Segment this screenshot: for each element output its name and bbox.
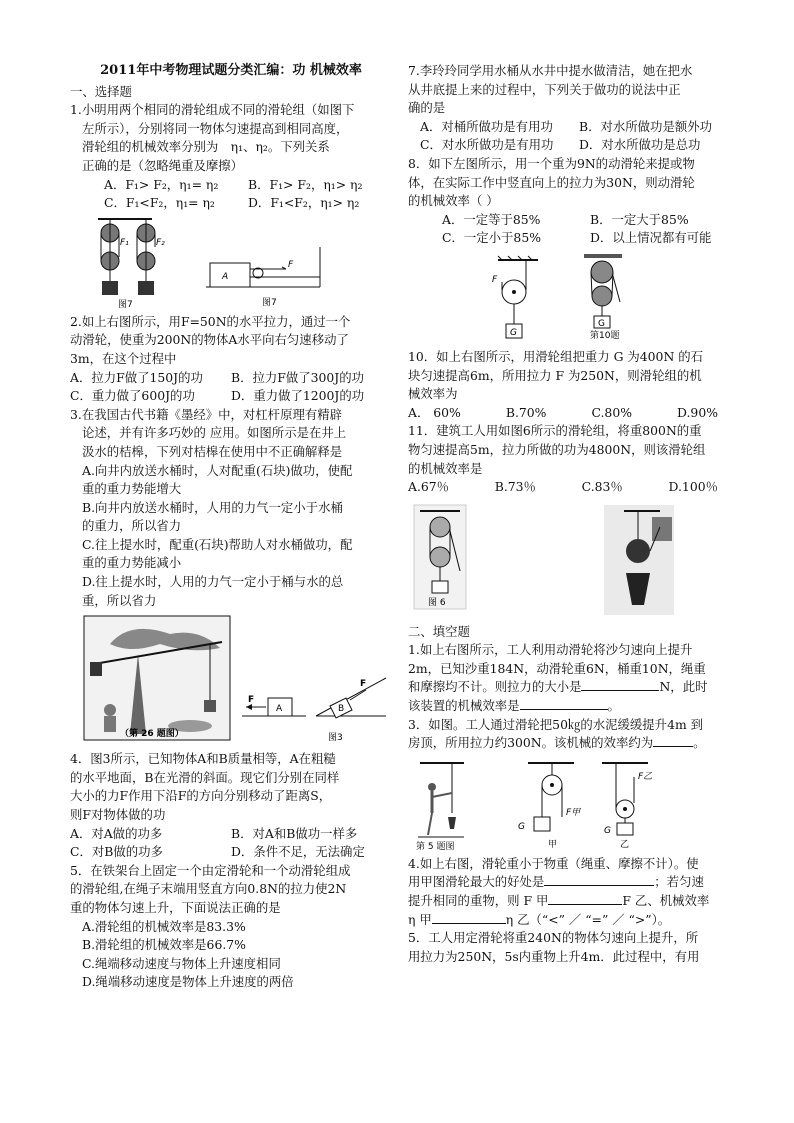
q5-line: 5．在铁架台上固定一个由定滑轮和一个动滑轮组成 (70, 862, 351, 878)
q8-options-row (408, 211, 738, 230)
q3-option-d: D.往上提水时，人用的力气一定小于桶与水的总 (82, 574, 344, 590)
q2-line: 3m，在这个过程中 (70, 350, 177, 366)
q2-line: 2.如上右图所示，用F=50N的水平拉力，通过一个 (70, 313, 351, 329)
q1-option-d: D．F₁<F₂，η₁> η₂ (248, 195, 360, 211)
f3-label-yi: 乙 (620, 839, 630, 850)
f5-line: 5．工人用定滑轮将重240N的物体匀速向上提升，所 (408, 930, 699, 946)
q1-options-row (70, 176, 392, 195)
label-f1: F₁ (120, 237, 129, 248)
q11-option-a: A.67％ (408, 479, 450, 495)
pulley-figure-fill3 (408, 757, 738, 851)
f4-blank-force-compare[interactable] (548, 892, 622, 905)
q11-figures (408, 501, 738, 619)
f1-blank-force[interactable] (581, 678, 659, 691)
fig3-caption: 图3 (328, 733, 343, 744)
q4-option-d: D．条件不足，无法确定 (231, 844, 365, 860)
q1-option-c: C．F₁<F₂，η₁= η₂ (104, 195, 215, 211)
q7-option-c: C．对水所做功是有用功 (420, 137, 554, 153)
q3-option-d-cont: 重，所以省力 (82, 592, 157, 608)
q4-option-c: C．对B做的功多 (70, 844, 163, 860)
f3-label-jia: 甲 (548, 839, 558, 850)
f3-blank-efficiency[interactable] (653, 734, 693, 747)
q8-label-g: G (510, 327, 517, 338)
q3-figures (70, 614, 392, 746)
section-choice: 一、选择题 (70, 83, 132, 99)
q3-option-a: A.向井内放送水桶时，人对配重(石块)做功，使配 (82, 462, 353, 478)
q7-option-a: A．对桶所做功是有用功 (420, 118, 553, 134)
f1-line (408, 678, 738, 697)
q8-option-a: A．一定等于85% (442, 211, 541, 227)
f4-line: 4.如上右图，滑轮重小于物重（绳重、摩擦不计）。使 (408, 855, 699, 871)
label-f: F (288, 259, 294, 270)
q10-option-d: D.90% (677, 404, 718, 420)
f3-line: 3．如图。工人通过滑轮把50㎏的水泥缓缓提升4m 到 (408, 716, 704, 732)
q8-figures (408, 252, 738, 344)
q2-option-a: A．拉力F做了150J的功 (70, 369, 203, 385)
q8-label-f: F (492, 274, 498, 285)
fill-question-1 (408, 641, 738, 715)
fill-question-3 (408, 716, 738, 851)
f4-l4-pre: η 甲 (408, 911, 432, 927)
f4-l3-pre: 提升相同的重物，则 F 甲 (408, 893, 549, 909)
f4-blank-efficiency-compare[interactable] (432, 911, 506, 924)
q3-line: 论述，并有许多巧妙的 应用。如图所示是在井上 (82, 425, 347, 441)
f4-line (408, 911, 738, 930)
pulley-figure-q8-q10 (408, 252, 738, 344)
q7-line: 确的是 (408, 100, 446, 116)
f4-blank-advantage[interactable] (544, 873, 654, 886)
f1-line (408, 697, 738, 716)
q8-option-c: C．一定小于85% (442, 230, 541, 246)
label-f2: F₂ (156, 237, 165, 248)
f1-blank-efficiency[interactable] (520, 697, 608, 710)
q2-option-c: C．重力做了600J的功 (70, 388, 195, 404)
f3-post: 。 (693, 735, 706, 751)
f4-l2-post: ；若匀速 (654, 874, 704, 890)
left-column (70, 62, 392, 992)
f4-l4-post: η 乙（“<” ／ “=” ／ “>”）。 (505, 911, 671, 927)
q11-line: 的机械效率是 (408, 460, 483, 476)
f1-line: 1.如上右图所示，工人利用动滑轮将沙匀速向上提升 (408, 642, 693, 658)
q4-line: 大小的力F作用下沿F的方向分别移动了距离S， (70, 788, 332, 804)
pulley-figure-q11 (408, 501, 738, 619)
f5-line: 用拉力为250N，5s内重物上升4m．此过程中，有用 (408, 948, 700, 964)
question-5 (70, 862, 392, 992)
q2-option-d: D．重力做了1200J的功 (231, 388, 365, 404)
q11-option-d: D.100％ (668, 479, 718, 495)
fig3-label-b: B (338, 704, 345, 715)
q7-options-row (408, 136, 738, 155)
f4-line (408, 892, 738, 911)
f3-figure-caption: 第 5 题图 (416, 841, 455, 851)
q1-option-a: A．F₁> F₂，η₁= η₂ (104, 176, 219, 192)
question-4 (70, 750, 392, 862)
q1-line: 1.小明用两个相同的滑轮组成不同的滑轮组（如图下 (70, 102, 355, 118)
f3-label-f-yi: F乙 (638, 771, 653, 782)
q1-line: 滑轮组的机械效率分别为 η₁、η₂。下列关系 (82, 139, 330, 155)
q8-line: 的机械效率（ ） (408, 193, 499, 209)
fig3-label-f2: F (360, 679, 367, 690)
q3-option-a-cont: 重的重力势能增大 (82, 481, 182, 497)
q3-option-b-cont: 的重力，所以省力 (82, 518, 182, 534)
q7-options-row (408, 118, 738, 137)
q10-option-b: B.70% (505, 404, 547, 420)
q8-option-b: B．一定大于85% (590, 211, 689, 227)
figure-caption-7a: 图7 (118, 299, 133, 309)
q3-option-c: C.往上提水时，配重(石块)帮助人对水桶做功，配 (82, 536, 353, 552)
fill-question-5 (408, 929, 738, 966)
question-11 (408, 422, 738, 618)
f4-l3-post: F 乙、机械效率 (622, 893, 710, 909)
q4-option-a: A．对A做的功多 (70, 825, 163, 841)
q2-line: 动滑轮，使重为200N的物体A水平向右匀速移动了 (70, 332, 349, 348)
q4-options-row (70, 825, 392, 844)
f3-line (408, 734, 738, 753)
q10-label-g: G (598, 318, 605, 329)
q1-line: 正确的是（忽略绳重及摩擦） (82, 157, 244, 173)
q7-option-d: D．对水所做功是总功 (579, 137, 701, 153)
question-10 (408, 348, 738, 422)
q10-option-a: A． 60% (408, 404, 461, 420)
q4-option-b: B．对A和B做功一样多 (231, 825, 358, 841)
q10-line: 块匀速提高6m，所用拉力 F 为250N，则滑轮组的机 (408, 367, 702, 383)
q10-line: 械效率为 (408, 386, 458, 402)
q1-options-row (70, 194, 392, 213)
question-3 (70, 406, 392, 747)
q3-option-b: B.向井内放送水桶时，人用的力气一定小于水桶 (82, 499, 343, 515)
q10-option-c: C.80% (591, 404, 632, 420)
q7-option-b: B．对水所做功是额外功 (579, 118, 713, 134)
q5-option-d: D.绳端移动速度是物体上升速度的两倍 (82, 974, 294, 990)
q8-line: 体，在实际工作中竖直向上的拉力为30N，则动滑轮 (408, 174, 695, 190)
q3-option-c-cont: 重的重力势能减小 (82, 555, 182, 571)
q11-option-c: C.83％ (581, 479, 623, 495)
q8-options-row (408, 229, 738, 248)
question-2 (70, 313, 392, 406)
q4-options-row (70, 843, 392, 862)
fill-question-4 (408, 855, 738, 929)
f3-label-g2: G (604, 825, 611, 836)
q11-line: 物匀速提高5m，拉力所做的功为4800N，则该滑轮组 (408, 441, 706, 457)
q10-options-row (408, 404, 738, 423)
f3-figures (408, 757, 738, 851)
q1-line: 左所示），分别将同一物体匀速提高到相同高度， (82, 120, 349, 136)
q10-figure-caption: 第10题 (590, 330, 620, 341)
q7-line: 7.李玲玲同学用水桶从水井中提水做清洁，她在把水 (408, 63, 693, 78)
q2-option-b: B．拉力F做了300J的功 (231, 369, 365, 385)
q11-options-row (408, 478, 738, 497)
q3-figure-caption: （第 26 题图） (120, 729, 184, 740)
q1-figures (70, 217, 392, 309)
fig3-label-f1: F (248, 695, 255, 706)
q8-option-d: D．以上情况都有可能 (590, 230, 712, 246)
q2-options-row (70, 369, 392, 388)
q4-line: 4．图3所示，已知物体A和B质量相等，A在粗糙 (70, 751, 336, 767)
q5-line: 重的物体匀速上升，下面说法正确的是 (70, 900, 281, 915)
q5-option-b: B.滑轮组的机械效率是66.7% (82, 937, 246, 953)
q3-line: 汲水的桔槔，下列对桔槔在使用中不正确解释是 (82, 443, 343, 459)
f4-line (408, 873, 738, 892)
q3-line: 3.在我国古代书籍《墨经》中，对杠杆原理有精辟 (70, 406, 343, 422)
q11-figure-caption: 图 6 (428, 597, 446, 608)
question-1 (70, 101, 392, 309)
q8-line: 8．如下左图所示，用一个重为9N的动滑轮来提或物 (408, 155, 695, 171)
page-title: 2011年中考物理试题分类汇编：功 机械效率 (100, 63, 362, 78)
f1-end-post: 。 (607, 698, 620, 714)
q11-option-b: B.73％ (494, 479, 536, 495)
f1-line-text: 和摩擦均不计。则拉力的大小是 (408, 679, 582, 695)
well-sweep-figure (70, 614, 392, 746)
q10-line: 10．如上右图所示，用滑轮组把重力 G 为400N 的石 (408, 348, 704, 364)
f3-label-g1: G (518, 821, 525, 832)
q5-option-a: A.滑轮组的机械效率是83.3% (82, 918, 246, 934)
f1-line: 2m，已知沙重184N，动滑轮重6N，桶重10N，绳重 (408, 660, 706, 676)
question-8 (408, 155, 738, 344)
f4-l2-pre: 用甲图滑轮最大的好处是 (408, 874, 545, 890)
fig3-label-a: A (276, 704, 283, 715)
f1-end-pre: 该装置的机械效率是 (408, 698, 520, 714)
q7-line: 从井底提上来的过程中，下列关于做功的说法中正 (408, 81, 681, 97)
q5-option-c: C.绳端移动速度与物体上升速度相同 (82, 955, 281, 971)
f1-mid-text: N，此时 (659, 679, 708, 695)
q5-line: 的滑轮组,在绳子末端用竖直方向0.8N的拉力使2N (70, 881, 347, 897)
section-fill: 二、填空题 (408, 623, 470, 639)
q4-line: 的水平地面，B在光滑的斜面。现它们分别在同样 (70, 769, 340, 785)
right-column (408, 62, 738, 966)
q2-options-row (70, 387, 392, 406)
q4-line: 则F对物体做的功 (70, 807, 166, 823)
question-7 (408, 62, 738, 155)
q11-line: 11．建筑工人用如图6所示的滑轮组，将重800N的重 (408, 423, 702, 439)
figure-caption-7b: 图7 (262, 297, 277, 308)
label-a: A (222, 271, 229, 282)
pulley-figure-q1 (70, 217, 392, 309)
f3-label-f-jia: F甲 (566, 807, 581, 818)
f3-pre: 房顶，所用拉力约300N。该机械的效率约为 (408, 735, 654, 751)
q1-option-b: B．F₁> F₂，η₁> η₂ (248, 176, 363, 192)
